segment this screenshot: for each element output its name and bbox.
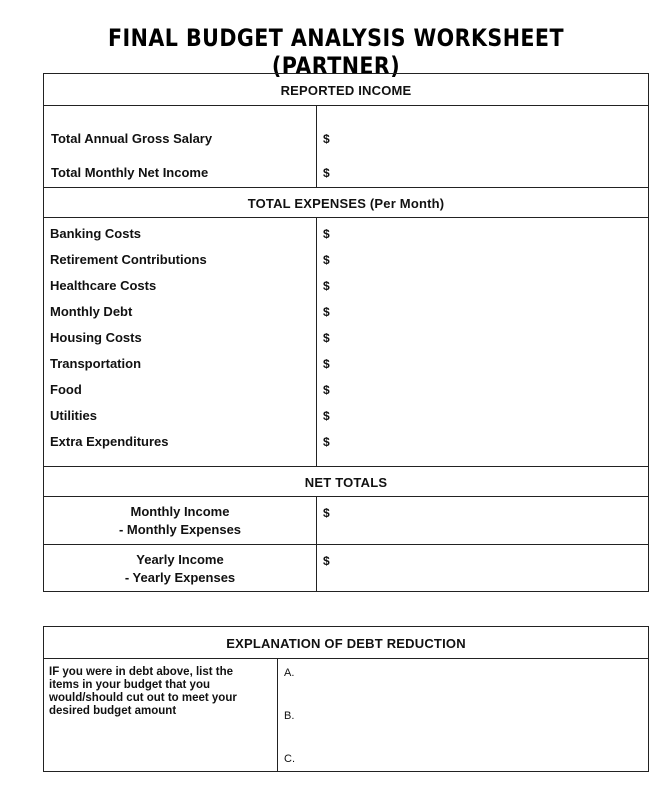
debt-option-b[interactable]: B. xyxy=(284,710,295,722)
income-value-net-income[interactable]: $ xyxy=(323,166,330,180)
debt-prompt-line: would/should cut out to meet your xyxy=(49,692,237,704)
expense-value-monthly-debt[interactable]: $ xyxy=(323,305,330,319)
debt-option-c[interactable]: C. xyxy=(284,753,295,765)
expense-label-utilities: Utilities xyxy=(50,408,97,423)
expenses-header: TOTAL EXPENSES (Per Month) xyxy=(247,196,445,211)
expense-value-transportation[interactable]: $ xyxy=(323,357,330,371)
net-monthly-value[interactable]: $ xyxy=(323,506,330,520)
expense-value-banking[interactable]: $ xyxy=(323,227,330,241)
column-divider xyxy=(277,658,278,772)
expense-label-extra: Extra Expenditures xyxy=(50,434,169,449)
page-title: FINAL BUDGET ANALYSIS WORKSHEET (PARTNER) xyxy=(108,24,564,80)
net-totals-header: NET TOTALS xyxy=(304,475,388,490)
column-divider xyxy=(316,217,317,466)
net-monthly-line2: - Monthly Expenses xyxy=(118,522,242,537)
expense-label-housing: Housing Costs xyxy=(50,330,142,345)
expense-value-extra[interactable]: $ xyxy=(323,435,330,449)
expense-value-utilities[interactable]: $ xyxy=(323,409,330,423)
expense-value-housing[interactable]: $ xyxy=(323,331,330,345)
net-yearly-value[interactable]: $ xyxy=(323,554,330,568)
debt-prompt-line: items in your budget that you xyxy=(49,679,211,691)
net-monthly-label xyxy=(44,503,316,539)
column-divider xyxy=(316,496,317,592)
debt-reduction-table xyxy=(43,626,649,772)
net-yearly-line1: Yearly Income xyxy=(136,552,224,567)
debt-reduction-prompt xyxy=(49,666,274,718)
expense-label-food: Food xyxy=(50,382,82,397)
expense-label-banking: Banking Costs xyxy=(50,226,142,241)
debt-option-a[interactable]: A. xyxy=(284,667,295,679)
income-label-gross-salary: Total Annual Gross Salary xyxy=(51,131,213,146)
divider xyxy=(44,217,648,218)
divider xyxy=(44,466,648,467)
divider xyxy=(44,187,648,188)
expense-value-food[interactable]: $ xyxy=(323,383,330,397)
debt-reduction-header: EXPLANATION OF DEBT REDUCTION xyxy=(226,636,466,651)
divider xyxy=(44,658,648,659)
divider xyxy=(44,105,648,106)
expense-value-healthcare[interactable]: $ xyxy=(323,279,330,293)
income-value-gross-salary[interactable]: $ xyxy=(323,132,330,146)
expense-label-retirement: Retirement Contributions xyxy=(50,252,207,267)
debt-prompt-line: IF you were in debt above, list the xyxy=(49,666,234,678)
column-divider xyxy=(316,105,317,187)
expense-label-healthcare: Healthcare Costs xyxy=(50,278,157,293)
divider xyxy=(44,496,648,497)
expense-value-retirement[interactable]: $ xyxy=(323,253,330,267)
debt-prompt-line: desired budget amount xyxy=(49,705,177,717)
net-yearly-line2: - Yearly Expenses xyxy=(124,570,236,585)
expense-label-transportation: Transportation xyxy=(50,356,142,371)
net-yearly-label xyxy=(44,551,316,587)
income-label-net-income: Total Monthly Net Income xyxy=(51,165,209,180)
income-header: REPORTED INCOME xyxy=(280,83,412,98)
budget-table xyxy=(43,73,649,592)
expense-label-monthly-debt: Monthly Debt xyxy=(50,304,133,319)
divider xyxy=(44,544,648,545)
net-monthly-line1: Monthly Income xyxy=(130,504,230,519)
